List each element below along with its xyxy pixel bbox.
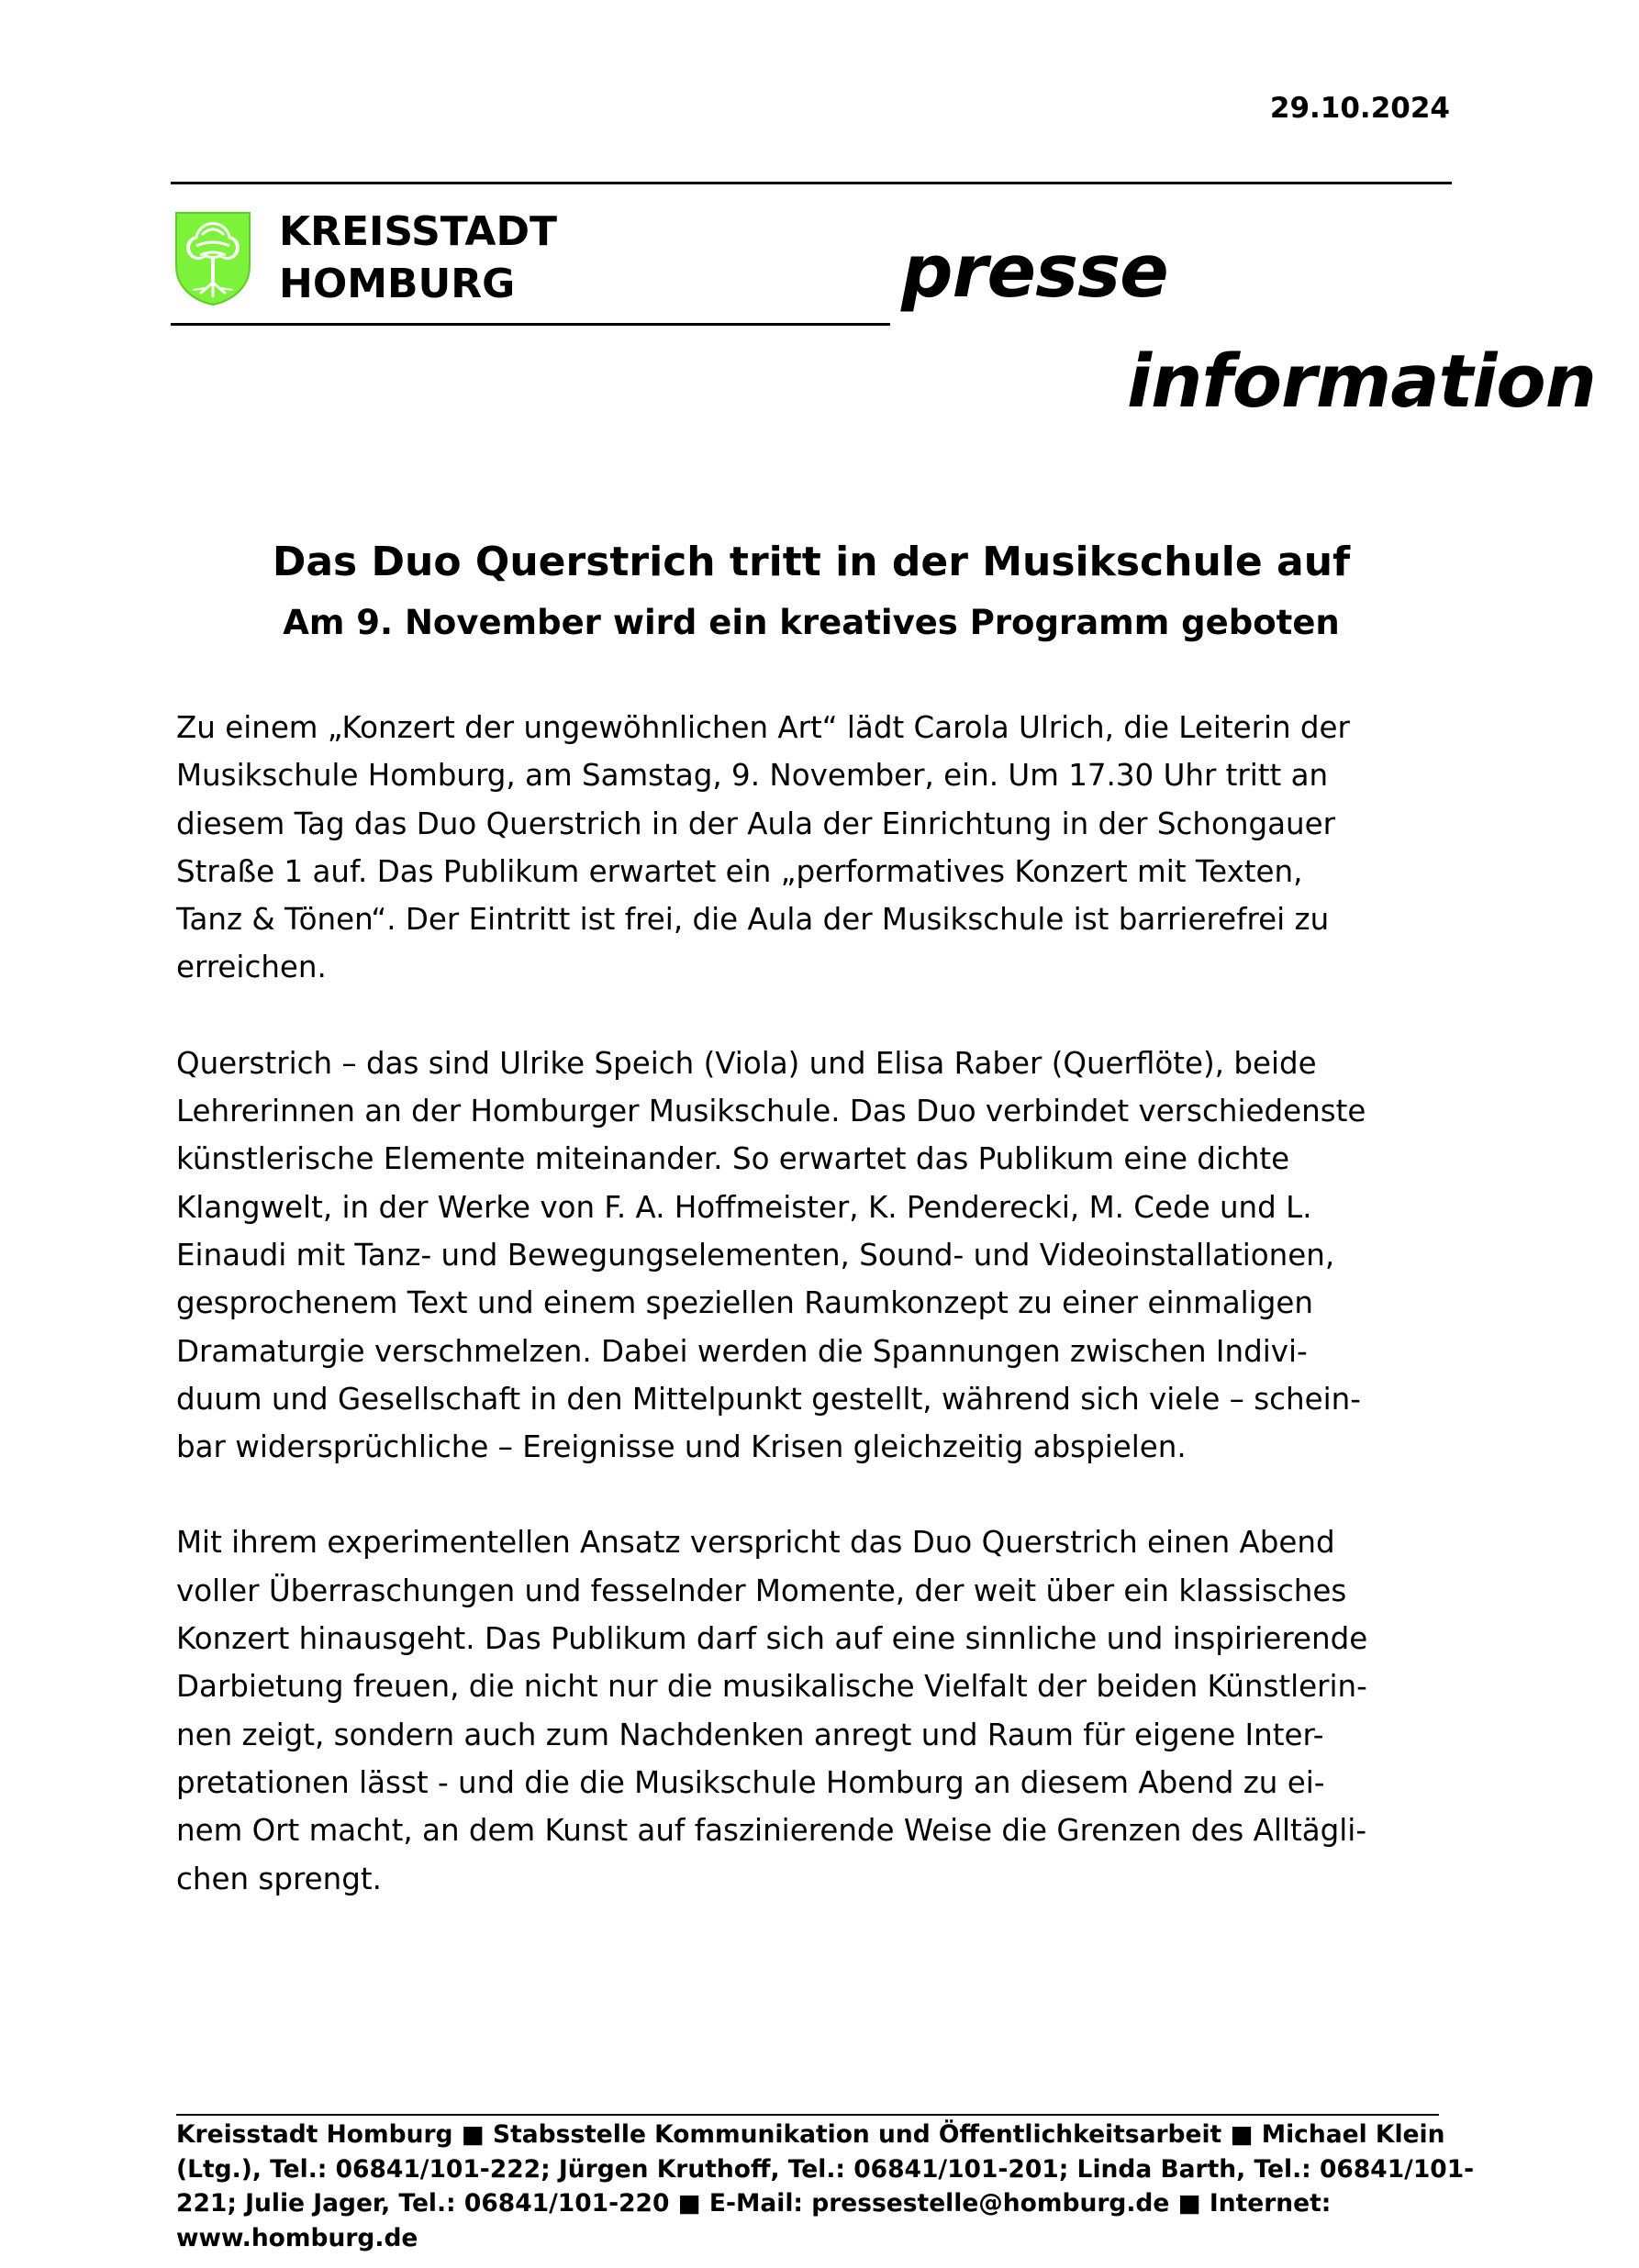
information-heading: information bbox=[1127, 339, 1596, 424]
brand-line-1: KREISSTADT bbox=[279, 208, 557, 255]
tree-coat-of-arms-icon bbox=[174, 211, 251, 306]
paragraph-3 bbox=[176, 1518, 1461, 1902]
footer-contact bbox=[176, 2118, 1479, 2255]
body-line: Darbietung freuen, die nicht nur die musikalische Vielfalt der beiden Künstlerin- bbox=[176, 1669, 1367, 1705]
body-line: pretationen lässt - und die die Musikschule Homburg an diesem Abend zu ei- bbox=[176, 1764, 1325, 1800]
article-title: Das Duo Querstrich tritt in der Musikschule auf bbox=[272, 539, 1351, 585]
press-date: 29.10.2024 bbox=[1269, 92, 1450, 125]
article-body bbox=[176, 704, 1461, 1951]
body-line: bar widersprüchliche – Ereignisse und Krisen gleichzeitig abspielen. bbox=[176, 1429, 1187, 1465]
body-line: nen zeigt, sondern auch zum Nachdenken anregt und Raum für eigene Inter- bbox=[176, 1717, 1324, 1752]
brand-underline bbox=[171, 323, 890, 326]
body-line: künstlerische Elemente miteinander. So erwartet das Publikum eine dichte bbox=[176, 1141, 1290, 1177]
body-line: Tanz & Tönen“. Der Eintritt ist frei, die Aula der Musikschule ist barrierefrei zu bbox=[176, 902, 1330, 938]
body-line: nem Ort macht, an dem Kunst auf faszinierende Weise die Grenzen des Alltägli- bbox=[176, 1813, 1367, 1849]
body-line: Konzert hinausgeht. Das Publikum darf sich auf eine sinnliche und inspirierende bbox=[176, 1621, 1368, 1657]
body-line: Mit ihrem experimentellen Ansatz verspricht das Duo Querstrich einen Abend bbox=[176, 1525, 1335, 1561]
body-line: Straße 1 auf. Das Publikum erwartet ein „performatives Konzert mit Texten, bbox=[176, 853, 1303, 889]
brand-name bbox=[279, 206, 557, 310]
article-subtitle: Am 9. November wird ein kreatives Programm geboten bbox=[283, 603, 1340, 642]
footer-line: (Ltg.), Tel.: 06841/101-222; Jürgen Kruthoff, Tel.: 06841/101-201; Linda Barth, Tel.: 06841/101- bbox=[176, 2154, 1475, 2184]
body-line: Dramaturgie verschmelzen. Dabei werden die Spannungen zwischen Indivi- bbox=[176, 1333, 1308, 1369]
body-line: diesem Tag das Duo Querstrich in der Aula der Einrichtung in der Schongauer bbox=[176, 806, 1335, 841]
footer-line: www.homburg.de bbox=[176, 2223, 418, 2252]
body-line: Klangwelt, in der Werke von F. A. Hoffmeister, K. Penderecki, M. Cede und L. bbox=[176, 1189, 1312, 1225]
footer-line: Kreisstadt Homburg ■ Stabsstelle Kommunikation und Öffentlichkeitsarbeit ■ Michael Klein bbox=[176, 2120, 1445, 2149]
presse-heading: presse bbox=[901, 229, 1168, 314]
footer-rule bbox=[176, 2114, 1439, 2116]
body-line: chen sprengt. bbox=[176, 1861, 382, 1896]
body-line: Querstrich – das sind Ulrike Speich (Viola) und Elisa Raber (Querflöte), beide bbox=[176, 1045, 1317, 1081]
paragraph-2 bbox=[176, 1040, 1461, 1472]
paragraph-1 bbox=[176, 704, 1461, 992]
brand-line-2: HOMBURG bbox=[279, 261, 516, 307]
body-line: Lehrerinnen an der Homburger Musikschule. Das Duo verbindet verschiedenste bbox=[176, 1094, 1366, 1129]
footer-line: 221; Julie Jager, Tel.: 06841/101-220 ■ E-Mail: pressestelle@homburg.de ■ Internet: bbox=[176, 2189, 1332, 2218]
body-line: voller Überraschungen und fesselnder Momente, der weit über ein klassisches bbox=[176, 1573, 1347, 1608]
body-line: gesprochenem Text und einem speziellen Raumkonzept zu einer einmaligen bbox=[176, 1285, 1313, 1321]
body-line: duum und Gesellschaft in den Mittelpunkt gestellt, während sich viele – schein- bbox=[176, 1381, 1361, 1417]
body-line: erreichen. bbox=[176, 950, 327, 985]
body-line: Musikschule Homburg, am Samstag, 9. November, ein. Um 17.30 Uhr tritt an bbox=[176, 758, 1329, 794]
body-line: Zu einem „Konzert der ungewöhnlichen Art“ lädt Carola Ulrich, die Leiterin der bbox=[176, 710, 1350, 745]
body-line: Einaudi mit Tanz- und Bewegungselementen, Sound- und Videoinstallationen, bbox=[176, 1237, 1335, 1273]
header-top-rule bbox=[171, 182, 1452, 184]
